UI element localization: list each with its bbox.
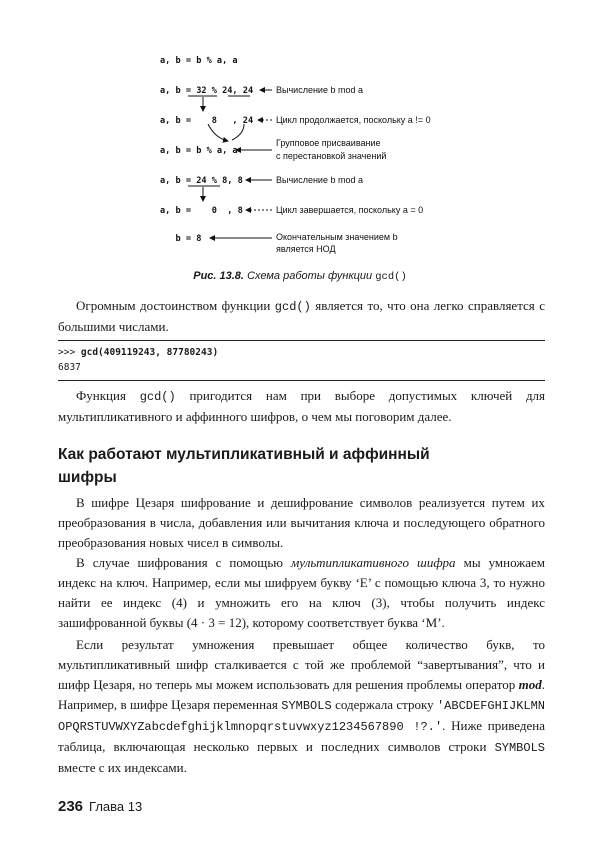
page-footer bbox=[58, 798, 142, 815]
paragraph-wraparound: Если результат умножения превышает общее количество букв, то мультипликативный шифр сталкивается с той же проблемой “завертывания”, что и шифр Цезаря, но теперь мы можем использовать для решения проблемы оператор mod. Например, в шифре Цезаря переменная SYMBOLS содержала строку 'ABCDEFGHIJKLMNOPQRSTUVWXYZabcdefghijklmnopqrstuvwxyz1234567890 !?.'. Ниже приведена таблица, включающая несколько первых и последних символов строки SYMBOLS вместе с их индексами. bbox=[58, 637, 546, 775]
diagram-line-4: a, b = b % a, a bbox=[160, 146, 238, 156]
paragraph-gcd-advantage: Огромным достоинством функции gcd() является то, что она легко справляется с большими числами. bbox=[58, 298, 545, 334]
diagram-line-7: b = 8 bbox=[160, 234, 202, 244]
diagram-line-3: a, b = 8 , 24 bbox=[160, 116, 254, 126]
diagram-line-2: a, b = 32 % 24, 24 bbox=[160, 86, 254, 96]
page-number: 236 bbox=[58, 798, 84, 815]
diagram-note-2: Цикл продолжается, поскольку a != 0 bbox=[276, 115, 431, 125]
diagram-arrows bbox=[0, 0, 600, 290]
paragraph-gcd-usage: Функция gcd() пригодится нам при выборе допустимых ключей для мультипликативного и аффинного шифров, о чем мы поговорим далее. bbox=[58, 388, 546, 424]
diagram-note-5: Вычисление b mod a bbox=[276, 175, 363, 185]
paragraph-caesar: В шифре Цезаря шифрование и дешифрование символов реализуется путем их преобразования в числа, добавления или вычитания ключа и последующего обратного преобразования новых чисел в символы. bbox=[58, 495, 545, 550]
figure-caption: Рис. 13.8. Схема работы функции gcd() bbox=[193, 270, 407, 283]
paragraph-multiplicative: В случае шифрования с помощью мультипликативного шифра мы умножаем индекс на ключ. Например, если мы шифруем букву ‘E’ с помощью ключа 3, то нужно найти ее индекс (4) и умножить его на ключ (3), чтобы получить индекс зашифрованной буквы (4 · 3 = 12), которому соответствует буква ‘M’. bbox=[58, 555, 546, 630]
diagram-line-6: a, b = 0 , 8 bbox=[160, 206, 243, 216]
diagram-line-1: a, b = b % a, a bbox=[160, 56, 238, 66]
diagram-note-3: Групповое присваивание bbox=[276, 138, 381, 148]
gcd-diagram bbox=[0, 0, 600, 290]
section-heading: Как работают мультипликативный и аффинный шифры bbox=[58, 446, 430, 486]
diagram-note-1: Вычисление b mod a bbox=[276, 85, 363, 95]
diagram-line-5: a, b = 24 % 8, 8 bbox=[160, 176, 243, 186]
code-rule-top bbox=[58, 340, 545, 341]
diagram-note-7: Окончательным значением b bbox=[276, 232, 398, 242]
diagram-note-8: является НОД bbox=[276, 244, 336, 254]
diagram-note-6: Цикл завершается, поскольку a = 0 bbox=[276, 205, 424, 215]
chapter-label: Глава 13 bbox=[89, 799, 143, 814]
diagram-note-4: с перестановкой значений bbox=[276, 151, 387, 161]
code-rule-bottom bbox=[58, 380, 545, 381]
code-example: >>> gcd(409119243, 87780243) 6837 bbox=[58, 347, 219, 373]
